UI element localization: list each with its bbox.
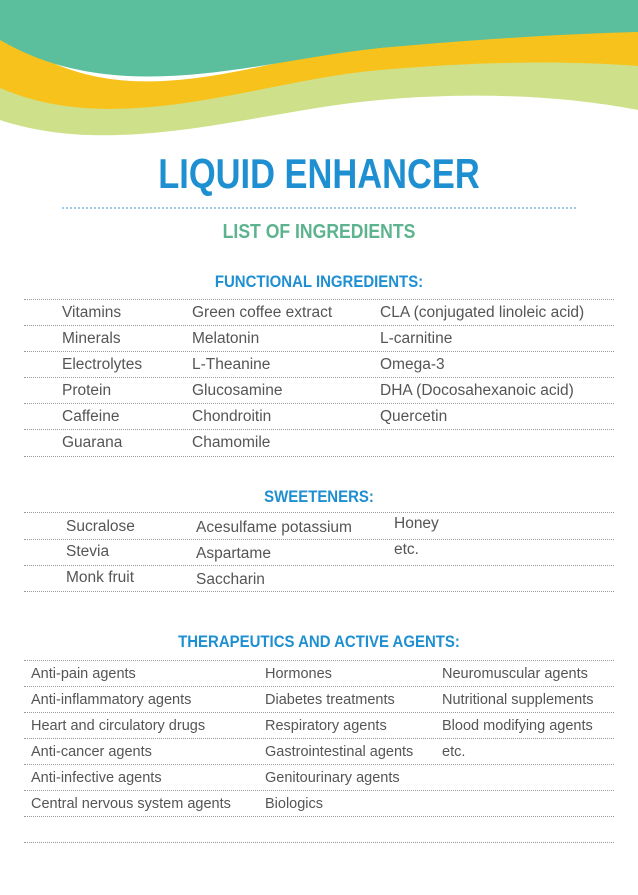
divider: [24, 738, 614, 739]
therapeutics-heading: THERAPEUTICS AND ACTIVE AGENTS:: [178, 632, 460, 651]
therapeutic-item: Neuromuscular agents: [442, 666, 588, 682]
divider: [24, 591, 614, 592]
therapeutic-item: Nutritional supplements: [442, 692, 594, 708]
therapeutic-item: etc.: [442, 744, 466, 760]
functional-item: Minerals: [62, 330, 121, 347]
therapeutic-item: Hormones: [265, 666, 332, 682]
divider: [24, 790, 614, 791]
divider: [24, 403, 614, 404]
divider: [24, 660, 614, 661]
sweetener-item: Aspartame: [196, 545, 271, 562]
divider: [24, 351, 614, 352]
divider: [24, 712, 614, 713]
therapeutic-item: Anti-inflammatory agents: [31, 692, 192, 708]
functional-item: L-carnitine: [380, 330, 453, 347]
functional-item: Electrolytes: [62, 356, 143, 373]
functional-item: Vitamins: [62, 304, 122, 321]
divider: [24, 565, 614, 566]
divider: [24, 325, 614, 326]
divider: [24, 764, 614, 765]
therapeutic-item: Blood modifying agents: [442, 718, 593, 734]
functional-item: CLA (conjugated linoleic acid): [380, 304, 585, 321]
therapeutic-item: Genitourinary agents: [265, 770, 400, 786]
therapeutic-item: Heart and circulatory drugs: [31, 718, 206, 734]
functional-item: Protein: [62, 382, 112, 399]
page-subtitle: LIST OF INGREDIENTS: [222, 221, 416, 243]
divider: [24, 816, 614, 817]
sweetener-item: Saccharin: [196, 571, 265, 588]
functional-item: Melatonin: [192, 330, 260, 347]
therapeutic-item: Biologics: [265, 796, 324, 812]
functional-heading: FUNCTIONAL INGREDIENTS:: [214, 272, 424, 291]
header-wave-decoration: [0, 0, 638, 140]
functional-item: Chamomile: [192, 434, 271, 451]
functional-item: L-Theanine: [192, 356, 271, 373]
functional-item: Chondroitin: [192, 408, 272, 425]
functional-item: Guarana: [62, 434, 123, 451]
functional-item: Caffeine: [62, 408, 120, 425]
divider: [24, 686, 614, 687]
sweetener-item: etc.: [394, 541, 419, 558]
therapeutic-item: Anti-pain agents: [31, 666, 136, 682]
divider: [24, 842, 614, 843]
divider: [24, 377, 614, 378]
therapeutic-item: Anti-infective agents: [31, 770, 162, 786]
therapeutic-item: Anti-cancer agents: [31, 744, 152, 760]
divider: [24, 456, 614, 457]
functional-item: Glucosamine: [192, 382, 283, 399]
sweetener-item: Monk fruit: [66, 569, 135, 586]
therapeutic-item: Central nervous system agents: [31, 796, 231, 812]
sweetener-item: Honey: [394, 515, 439, 532]
therapeutic-item: Respiratory agents: [265, 718, 387, 734]
divider: [24, 512, 614, 513]
functional-item: DHA (Docosahexanoic acid): [380, 382, 574, 399]
functional-item: Green coffee extract: [192, 304, 333, 321]
functional-item: Quercetin: [380, 408, 448, 425]
title-dotted-underline: [62, 207, 576, 209]
sweetener-item: Acesulfame potassium: [196, 519, 352, 536]
sweeteners-heading: SWEETENERS:: [264, 487, 374, 506]
therapeutic-item: Diabetes treatments: [265, 692, 395, 708]
sweetener-item: Stevia: [66, 543, 110, 560]
therapeutic-item: Gastrointestinal agents: [265, 744, 414, 760]
divider: [24, 429, 614, 430]
sweetener-item: Sucralose: [66, 518, 135, 535]
functional-item: Omega-3: [380, 356, 445, 373]
divider: [24, 539, 614, 540]
page-title: LIQUID ENHANCER: [158, 150, 480, 197]
divider: [24, 299, 614, 300]
